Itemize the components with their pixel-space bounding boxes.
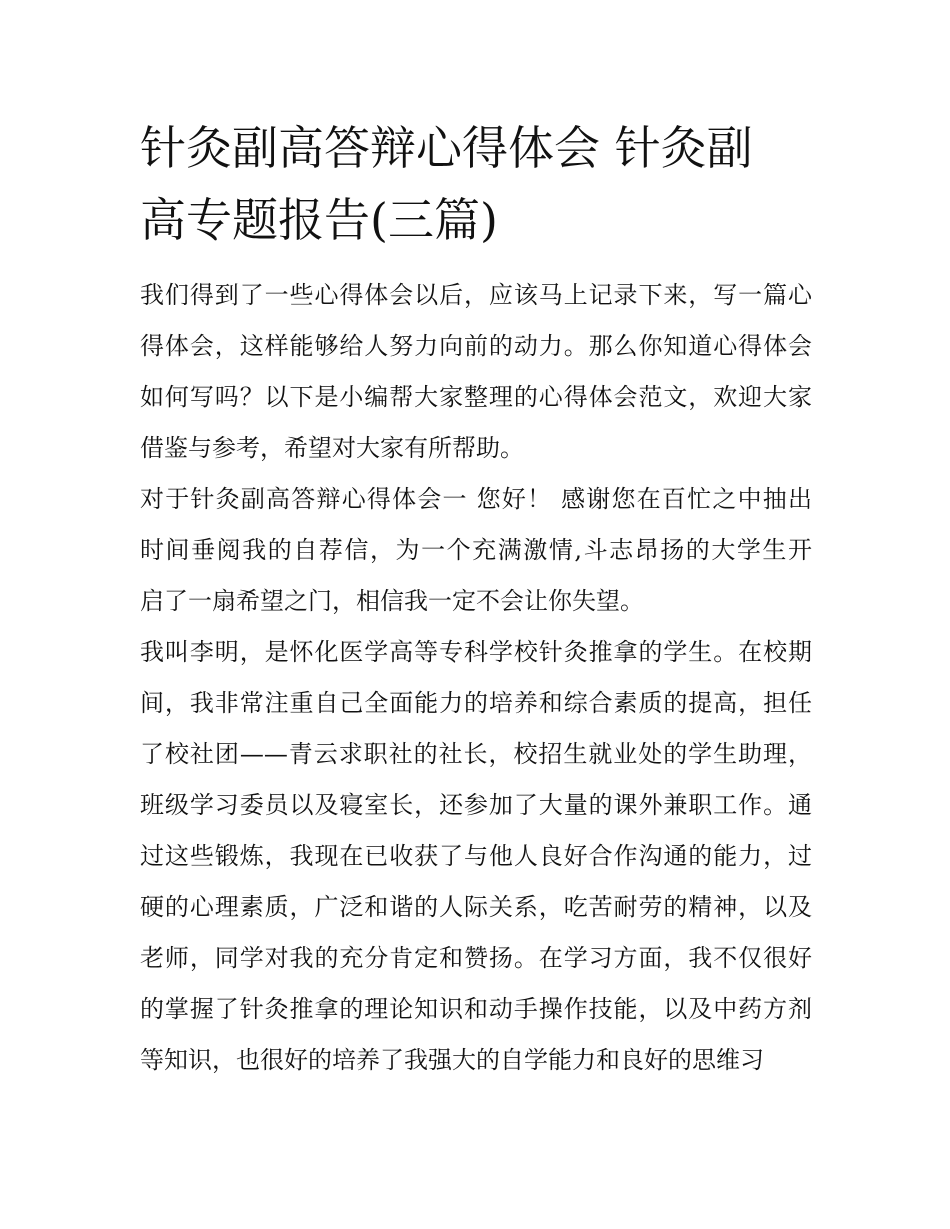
paragraph-line: 班级学习委员以及寝室长，还参加了大量的课外兼职工作。通 bbox=[140, 791, 812, 819]
paragraph-line: 时间垂阅我的自荐信，为一个充满激情,斗志昂扬的大学生开 bbox=[140, 536, 812, 564]
title-line: 针灸副高答辩心得体会 针灸副 bbox=[140, 121, 753, 175]
paragraph-line: 老师，同学对我的充分肯定和赞扬。在学习方面，我不仅很好 bbox=[140, 944, 812, 972]
paragraph-line: 过这些锻炼，我现在已收获了与他人良好合作沟通的能力，过 bbox=[140, 842, 812, 870]
paragraph-line: 我们得到了一些心得体会以后，应该马上记录下来，写一篇心 bbox=[140, 281, 812, 309]
paragraph-line: 间，我非常注重自己全面能力的培养和综合素质的提高，担任 bbox=[140, 689, 812, 717]
title-line: 高专题报告(三篇) bbox=[140, 193, 498, 247]
paragraph-line: 如何写吗？以下是小编帮大家整理的心得体会范文，欢迎大家 bbox=[140, 383, 812, 411]
paragraph-line: 硬的心理素质，广泛和谐的人际关系，吃苦耐劳的精神，以及 bbox=[140, 893, 812, 921]
paragraph-line: 了校社团——青云求职社的社长，校招生就业处的学生助理， bbox=[140, 740, 812, 768]
paragraph-line: 启了一扇希望之门，相信我一定不会让你失望。 bbox=[140, 587, 644, 615]
intro-paragraph bbox=[140, 270, 812, 474]
document-content bbox=[140, 112, 812, 1086]
paragraph-line: 对于针灸副高答辩心得体会一 您好！ 感谢您在百忙之中抽出 bbox=[140, 485, 812, 513]
paragraph-line: 的掌握了针灸推拿的理论知识和动手操作技能，以及中药方剂 bbox=[140, 995, 812, 1023]
paragraph-line: 等知识，也很好的培养了我强大的自学能力和良好的思维习 bbox=[140, 1046, 764, 1074]
paragraph-line: 得体会，这样能够给人努力向前的动力。那么你知道心得体会 bbox=[140, 332, 812, 360]
greeting-paragraph bbox=[140, 474, 812, 627]
document-title bbox=[140, 112, 812, 256]
self-introduction-paragraph bbox=[140, 627, 812, 1086]
paragraph-line: 我叫李明，是怀化医学高等专科学校针灸推拿的学生。在校期 bbox=[140, 638, 812, 666]
paragraph-line: 借鉴与参考，希望对大家有所帮助。 bbox=[140, 434, 524, 462]
